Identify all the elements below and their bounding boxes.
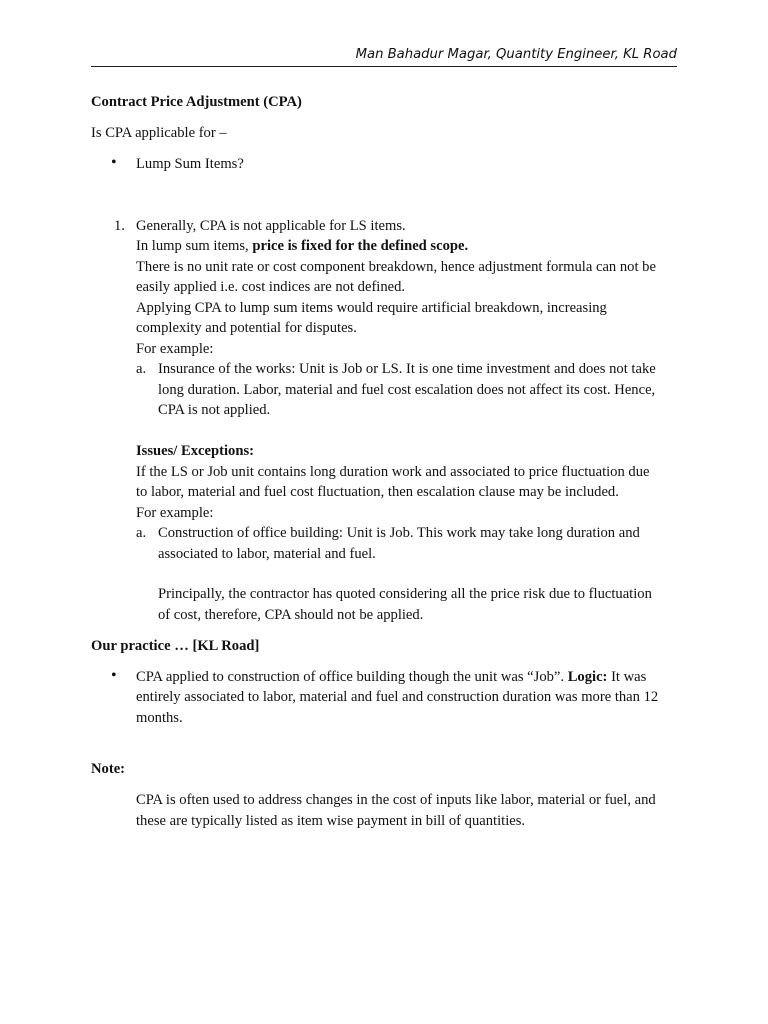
answer-line: easily applied i.e. cost indices are not defined. [136, 279, 406, 295]
question-intro: Is CPA applicable for – [91, 125, 227, 141]
answer-line: There is no unit rate or cost component breakdown, hence adjustment formula can not be [136, 259, 656, 275]
document-title: Contract Price Adjustment (CPA) [91, 94, 302, 110]
practice-logic-label: Logic: [567, 669, 608, 685]
practice-line: entirely associated to labor, material and fuel and construction duration was more than 12 [136, 689, 659, 705]
for-example-label: For example: [136, 341, 214, 357]
practice-heading: Our practice … [KL Road] [91, 638, 260, 654]
answer-line [136, 236, 468, 257]
example-line: associated to labor, material and fuel. [158, 546, 376, 562]
note-heading: Note: [91, 761, 126, 777]
list-letter: a. [136, 525, 147, 541]
example-line: Insurance of the works: Unit is Job or LS. It is one time investment and does not take [158, 361, 656, 377]
practice-text: It was [607, 669, 647, 685]
list-letter: a. [136, 361, 147, 377]
practice-text: CPA applied to construction of office building though the unit was “Job”. [136, 669, 568, 685]
answer-line: complexity and potential for disputes. [136, 320, 357, 336]
answer-line: Generally, CPA is not applicable for LS items. [136, 218, 406, 234]
example-line: long duration. Labor, material and fuel cost escalation does not affect its cost. Hence, [158, 382, 656, 398]
issues-line: If the LS or Job unit contains long duration work and associated to price fluctuation due [136, 464, 650, 480]
answer-text: In lump sum items, [136, 238, 253, 254]
bullet-marker: • [111, 154, 117, 171]
answer-emphasis: price is fixed for the defined scope. [252, 238, 469, 254]
bullet-marker: • [111, 667, 117, 684]
note-line: CPA is often used to address changes in the cost of inputs like labor, material or fuel, and [136, 792, 656, 808]
example-line: CPA is not applied. [158, 402, 271, 418]
example-paragraph-line: Principally, the contractor has quoted considering all the price risk due to fluctuation [158, 586, 652, 602]
issues-heading: Issues/ Exceptions: [136, 443, 254, 459]
example-line: Construction of office building: Unit is Job. This work may take long duration and [158, 525, 640, 541]
practice-line [136, 667, 646, 688]
question-bullet: Lump Sum Items? [136, 156, 244, 172]
example-paragraph-line: of cost, therefore, CPA should not be applied. [158, 607, 424, 623]
answer-line: Applying CPA to lump sum items would require artificial breakdown, increasing [136, 300, 607, 316]
issues-line: to labor, material and fuel cost fluctuation, then escalation clause may be included. [136, 484, 619, 500]
note-line: these are typically listed as item wise payment in bill of quantities. [136, 813, 526, 829]
for-example-label: For example: [136, 505, 214, 521]
list-number: 1. [114, 218, 125, 234]
page-header: Man Bahadur Magar, Quantity Engineer, KL Road [91, 44, 677, 67]
practice-line: months. [136, 710, 183, 726]
